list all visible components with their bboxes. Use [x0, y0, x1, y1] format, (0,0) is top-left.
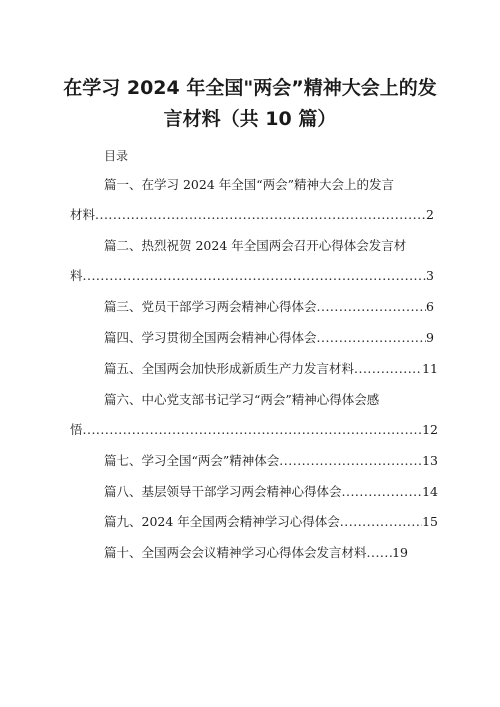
toc-entry-7-page: 13 — [422, 453, 438, 468]
toc-entry-9-title: 篇九、2024 年全国两会精神学习心得体会 — [104, 514, 340, 529]
toc-entry-1-title-cont: 材料 — [70, 207, 96, 222]
dot-leader — [83, 268, 427, 284]
dot-leader — [367, 545, 393, 561]
title-line-2: 言材料（共 10 篇） — [163, 108, 337, 130]
dot-leader — [317, 330, 427, 346]
toc-entry-6-page: 12 — [422, 422, 438, 437]
dot-leader — [83, 422, 423, 438]
toc-entry-2-title-cont: 料 — [70, 268, 83, 283]
toc-entry-8-title: 篇八、基层领导干部学习两会精神心得体会 — [104, 484, 342, 499]
dot-leader — [342, 484, 423, 500]
toc-entry-1-page: 2 — [426, 207, 434, 222]
toc-heading: 目录 — [104, 149, 129, 163]
dot-leader — [317, 299, 427, 315]
toc-entry-3[interactable] — [104, 299, 434, 315]
toc-entry-8[interactable] — [104, 484, 438, 500]
toc-entry-1-title[interactable]: 篇一、在学习 2024 年全国“两会”精神大会上的发言 — [104, 177, 395, 192]
toc-entry-5-title: 篇五、全国两会加快形成新质生产力发言材料 — [104, 361, 355, 376]
document-title — [60, 73, 440, 135]
toc-entry-4-page: 9 — [426, 330, 434, 345]
title-line-1: 在学习 2024 年全国"两会”精神大会上的发 — [63, 77, 437, 99]
toc-entry-3-title: 篇三、党员干部学习两会精神心得体会 — [104, 299, 317, 314]
toc-entry-5[interactable] — [104, 361, 438, 377]
toc-entry-10[interactable] — [104, 545, 408, 561]
toc-entry-6-title-cont: 悟 — [70, 422, 83, 437]
toc-entry-7-title: 篇七、学习全国“两会”精神体会 — [104, 453, 280, 468]
dot-leader — [95, 207, 426, 223]
dot-leader — [279, 453, 422, 469]
toc-entry-4[interactable] — [104, 330, 434, 346]
toc-entry-4-title: 篇四、学习贯彻全国两会精神心得体会 — [104, 330, 317, 345]
toc-entry-6-title[interactable]: 篇六、中心党支部书记学习“两会”精神心得体会感 — [104, 392, 380, 407]
toc-entry-2-title[interactable]: 篇二、热烈祝贺 2024 年全国两会召开心得体会发言材 — [104, 238, 407, 253]
dot-leader — [354, 361, 422, 377]
dot-leader — [340, 514, 422, 530]
toc-entry-10-page: 19 — [392, 545, 408, 560]
toc-entry-1-cont[interactable] — [70, 207, 434, 223]
toc-entry-2-page: 3 — [426, 268, 434, 283]
toc-entry-2-cont[interactable] — [70, 268, 434, 284]
toc-entry-3-page: 6 — [426, 299, 434, 314]
toc-entry-7[interactable] — [104, 453, 438, 469]
toc-entry-8-page: 14 — [422, 484, 438, 499]
toc-entry-9-page: 15 — [422, 514, 438, 529]
toc-entry-6-cont[interactable] — [70, 422, 438, 438]
toc-entry-5-page: 11 — [422, 361, 438, 376]
toc-entry-9[interactable] — [104, 514, 438, 530]
toc-entry-10-title: 篇十、全国两会会议精神学习心得体会发言材料 — [104, 545, 367, 560]
